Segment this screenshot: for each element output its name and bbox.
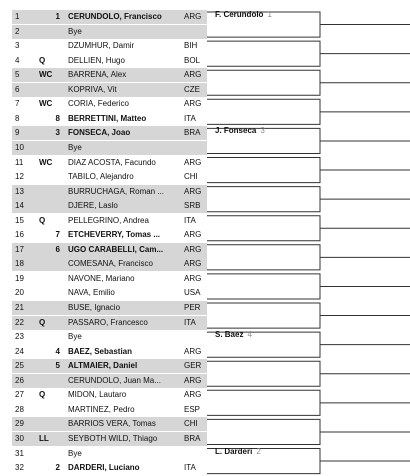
draw-entry [12, 170, 207, 184]
draw-entry [12, 97, 207, 111]
player-name: NAVONE, Mariano [68, 273, 135, 283]
player-name: TABILO, Alejandro [68, 172, 134, 182]
bracket-connector [207, 41, 320, 66]
draw-entry [12, 83, 207, 97]
entry-number: 28 [15, 404, 24, 414]
player-name: DARDERI, Luciano [68, 463, 140, 473]
draw-entry [12, 126, 207, 140]
draw-entry [12, 228, 207, 242]
player-name: DZUMHUR, Damir [68, 41, 135, 51]
entry-tag: Q [39, 55, 46, 65]
entry-number: 30 [15, 433, 24, 443]
player-country: ARG [184, 186, 202, 196]
round-winner [215, 446, 261, 458]
player-name: BARRIOS VERA, Tomas [68, 419, 156, 429]
player-name: FONSECA, Joao [68, 128, 131, 138]
entry-seed [52, 286, 60, 300]
winner-seed: 4 [247, 330, 252, 340]
entry-seed: 4 [55, 346, 60, 356]
player-country: CHI [184, 419, 198, 429]
player-country: ARG [184, 259, 202, 269]
entry-number: 15 [15, 215, 24, 225]
draw-entry [12, 272, 207, 286]
entry-seed: 6 [55, 244, 60, 254]
player-country: ARG [184, 70, 202, 80]
winner-seed: 3 [260, 126, 265, 136]
entry-number: 1 [15, 12, 20, 21]
player-country: ARG [184, 244, 202, 254]
player-name: CERUNDOLO, Juan Ma... [68, 375, 161, 385]
player-country: ARG [184, 12, 202, 21]
player-country: CZE [184, 84, 200, 94]
draw-entry [12, 345, 207, 359]
draw-entry [12, 432, 207, 446]
entry-seed: 3 [55, 128, 60, 138]
draw-entry [12, 10, 207, 24]
player-name: Bye [68, 142, 82, 152]
player-name: Bye [68, 26, 82, 36]
entry-number: 22 [15, 317, 24, 327]
entry-seed: 8 [55, 113, 60, 123]
draw-entry [12, 359, 207, 373]
entry-seed [52, 316, 60, 330]
draw-entry [12, 388, 207, 402]
entry-seed [52, 447, 60, 461]
draw-entry [12, 374, 207, 388]
entry-seed [52, 83, 60, 97]
draw-entry [12, 243, 207, 257]
entry-seed [52, 417, 60, 431]
entry-number: 16 [15, 230, 24, 240]
entry-number: 25 [15, 361, 24, 371]
entry-number: 3 [15, 41, 20, 51]
player-name: BUSE, Ignacio [68, 303, 121, 312]
player-name: CERUNDOLO, Francisco [68, 12, 162, 21]
bracket-connector [207, 158, 320, 183]
entry-seed [52, 185, 60, 199]
bracket-connector [207, 390, 320, 415]
entry-number: 11 [15, 157, 24, 167]
draw-entry [12, 461, 207, 475]
entry-number: 18 [15, 259, 24, 269]
entry-tag: Q [39, 317, 46, 327]
entry-seed [52, 272, 60, 286]
player-name: Bye [68, 448, 82, 458]
draw-entry [12, 301, 207, 315]
draw-entry [12, 141, 207, 155]
winner-name: J. Fonseca [215, 126, 257, 136]
player-name: NAVA, Emilio [68, 288, 115, 298]
entry-number: 27 [15, 390, 24, 400]
player-name: DIAZ ACOSTA, Facundo [68, 157, 156, 167]
entry-number: 31 [15, 448, 24, 458]
winner-seed: 1 [267, 10, 272, 19]
entry-tag: WC [39, 99, 53, 109]
bracket-connector [207, 187, 320, 212]
player-country: BRA [184, 433, 201, 443]
draw-entry [12, 330, 207, 344]
entry-seed [52, 330, 60, 344]
entry-seed [52, 388, 60, 402]
player-country: ARG [184, 99, 202, 109]
draw-entry [12, 68, 207, 82]
draw-entry [12, 54, 207, 68]
entry-tag: Q [39, 390, 46, 400]
entry-number: 23 [15, 332, 24, 342]
entry-seed [52, 403, 60, 417]
entry-seed [52, 54, 60, 68]
bracket-connector [207, 303, 320, 328]
draw-entry [12, 447, 207, 461]
entry-number: 29 [15, 419, 24, 429]
entry-number: 13 [15, 186, 24, 196]
round-winner [215, 9, 272, 21]
entry-number: 7 [15, 99, 20, 109]
winner-name: S. Baez [215, 330, 244, 340]
player-name: Bye [68, 332, 82, 342]
player-country: GER [184, 361, 202, 371]
entry-number: 9 [15, 128, 20, 138]
entry-number: 17 [15, 244, 24, 254]
entry-seed [52, 170, 60, 184]
entry-number: 20 [15, 288, 24, 298]
entry-number: 14 [15, 201, 24, 211]
entry-seed: 7 [55, 230, 60, 240]
player-country: BOL [184, 55, 201, 65]
draw-entry [12, 199, 207, 213]
bracket-connector [207, 419, 320, 444]
entry-seed [52, 97, 60, 111]
entry-tag: WC [39, 157, 53, 167]
player-country: ITA [184, 113, 196, 123]
draw-entry [12, 286, 207, 300]
player-country: ITA [184, 317, 196, 327]
player-country: USA [184, 288, 201, 298]
player-country: ARG [184, 273, 202, 283]
bracket-connector [207, 245, 320, 270]
bracket-connector [207, 99, 320, 124]
entry-tag: WC [39, 70, 53, 80]
draw-entry [12, 25, 207, 39]
draw-entry [12, 185, 207, 199]
entry-number: 24 [15, 346, 24, 356]
entry-seed [52, 214, 60, 228]
draw-entry [12, 257, 207, 271]
draw-entry [12, 214, 207, 228]
draw-entry [12, 156, 207, 170]
player-country: ITA [184, 215, 196, 225]
entry-number: 8 [15, 113, 20, 123]
player-name: ALTMAIER, Daniel [68, 361, 138, 371]
entry-number: 26 [15, 375, 24, 385]
player-country: ESP [184, 404, 201, 414]
entry-number: 12 [15, 172, 24, 182]
player-name: COMESANA, Francisco [68, 259, 153, 269]
bracket-connector [207, 70, 320, 95]
player-name: UGO CARABELLI, Cam... [68, 244, 164, 254]
winner-name: L. Darderi [215, 446, 253, 456]
entry-seed [52, 257, 60, 271]
entry-number: 5 [15, 70, 20, 80]
entry-seed [52, 301, 60, 315]
player-country: ARG [184, 346, 202, 356]
player-name: BERRETTINI, Matteo [68, 113, 147, 123]
entry-seed [52, 68, 60, 82]
player-country: CHI [184, 172, 198, 182]
entry-seed: 5 [55, 361, 60, 371]
entry-number: 10 [15, 142, 24, 152]
entry-seed [52, 39, 60, 53]
player-country: ARG [184, 390, 202, 400]
player-name: BAEZ, Sebastian [68, 346, 133, 356]
player-name: BURRUCHAGA, Roman ... [68, 186, 165, 196]
bracket-connector [207, 361, 320, 386]
player-country: ARG [184, 230, 202, 240]
entry-tag: LL [39, 433, 49, 443]
player-name: PASSARO, Francesco [68, 317, 148, 327]
entry-seed: 2 [55, 463, 60, 473]
player-country [184, 141, 206, 155]
draw-entry [12, 403, 207, 417]
entry-number: 6 [15, 84, 20, 94]
player-country [184, 25, 206, 39]
winner-seed: 2 [256, 446, 261, 456]
player-name: BARRENA, Alex [68, 70, 127, 80]
entry-seed [52, 25, 60, 39]
entry-number: 2 [15, 26, 20, 36]
entry-seed [52, 156, 60, 170]
entry-number: 32 [15, 463, 24, 473]
entry-number: 19 [15, 273, 24, 283]
player-name: ETCHEVERRY, Tomas ... [68, 230, 161, 240]
entry-number: 21 [15, 303, 24, 312]
player-name: PELLEGRINO, Andrea [68, 215, 149, 225]
player-country: PER [184, 303, 201, 312]
player-name: SEYBOTH WILD, Thiago [68, 433, 158, 443]
draw-entry [12, 112, 207, 126]
bracket-connector [207, 216, 320, 241]
draw-entry [12, 417, 207, 431]
player-name: DELLIEN, Hugo [68, 55, 125, 65]
player-country: BIH [184, 41, 198, 51]
entry-seed [52, 199, 60, 213]
player-country [184, 447, 206, 461]
player-name: MIDON, Lautaro [68, 390, 127, 400]
player-country: ITA [184, 463, 196, 473]
player-country: BRA [184, 128, 201, 138]
player-name: CORIA, Federico [68, 99, 129, 109]
entry-seed [52, 374, 60, 388]
player-country: ARG [184, 157, 202, 167]
entry-seed [52, 141, 60, 155]
draw-entry [12, 39, 207, 53]
player-name: MARTINEZ, Pedro [68, 404, 135, 414]
player-country: ARG [184, 375, 202, 385]
bracket-connector [207, 274, 320, 299]
player-name: DJERE, Laslo [68, 201, 118, 211]
round-winner [215, 329, 252, 341]
player-country: SRB [184, 201, 201, 211]
entry-seed [52, 432, 60, 446]
entry-number: 4 [15, 55, 20, 65]
draw-entry [12, 316, 207, 330]
round-winner [215, 125, 265, 137]
entry-seed: 1 [55, 12, 60, 21]
player-name: KOPRIVA, Vit [68, 84, 117, 94]
player-country [184, 330, 206, 344]
winner-name: F. Cerundolo [215, 10, 264, 19]
entry-tag: Q [39, 215, 46, 225]
